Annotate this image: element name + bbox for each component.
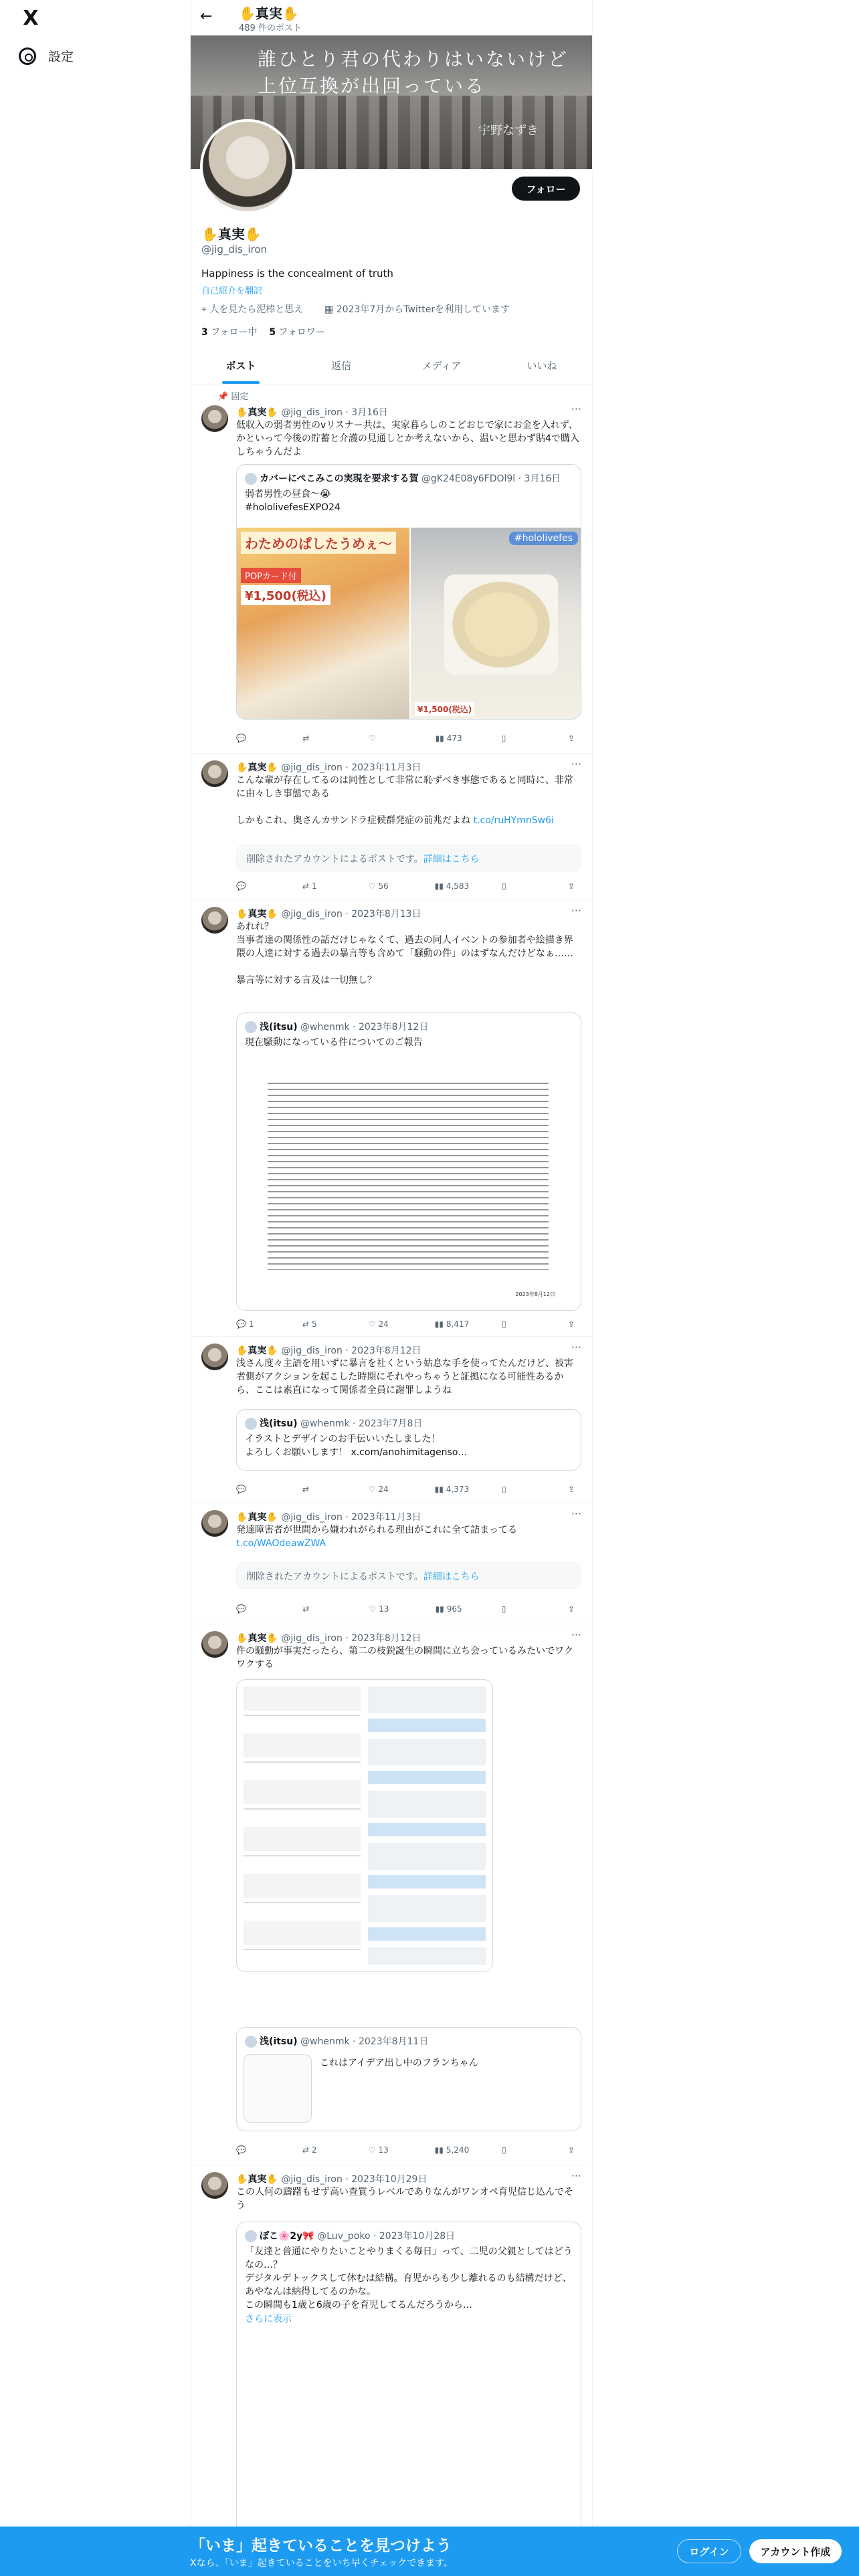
views-count: 8,417 — [446, 1319, 470, 1329]
profile-location — [201, 302, 303, 316]
tweet-handle[interactable]: @jig_dis_iron — [281, 762, 343, 773]
quote-avatar — [245, 2230, 257, 2242]
retweet-button[interactable] — [302, 732, 336, 745]
bookmark-icon: ▯ — [502, 1319, 506, 1329]
document-date: 2023年8月12日 — [515, 1291, 555, 1297]
chat-left-panel — [244, 1687, 361, 1965]
profile-tabs — [191, 348, 592, 385]
share-button[interactable] — [568, 732, 581, 745]
quote-author-name: ぽこ🌸2y🎀 — [260, 2231, 314, 2242]
reply-button[interactable] — [236, 1317, 270, 1331]
share-button[interactable] — [568, 879, 581, 893]
tweet-link[interactable]: t.co/WAOdeawZWA — [236, 1538, 326, 1549]
views-icon: ▮▮ — [434, 1485, 444, 1494]
tweet-date[interactable]: 2023年11月3日 — [351, 1512, 421, 1523]
banner-text-line1: 誰ひとり君の代わりはいないけど — [258, 48, 569, 70]
more-options-icon[interactable]: ··· — [571, 403, 581, 415]
quote-author-name: 浅(itsu) — [260, 1022, 298, 1033]
tweet-date[interactable]: 2023年8月12日 — [351, 1346, 421, 1356]
tweet-date[interactable]: 2023年10月29日 — [351, 2174, 427, 2185]
nav-settings[interactable] — [19, 47, 74, 65]
profile-joined — [324, 302, 510, 316]
like-button[interactable] — [369, 1483, 402, 1496]
views-count: 5,240 — [446, 2145, 470, 2155]
retweet-icon: ⇄ — [302, 1604, 310, 1614]
bookmark-button[interactable] — [502, 732, 535, 745]
more-options-icon[interactable]: ··· — [571, 1341, 581, 1354]
image-text-price: ¥1,500(税込) — [241, 585, 330, 605]
tweet-handle[interactable]: @jig_dis_iron — [281, 1633, 343, 1644]
image-text-price-2: ¥1,500(税込) — [415, 702, 474, 716]
reply-button[interactable] — [236, 1602, 270, 1616]
tweet-avatar[interactable] — [201, 1344, 228, 1370]
profile-display-name: ✋真実✋ — [201, 226, 262, 242]
tweet-header: ✋真実✋ @jig_dis_iron · 2023年10月29日 — [236, 2174, 427, 2185]
more-options-icon[interactable]: ··· — [571, 1507, 581, 1520]
retweet-count: 1 — [311, 881, 317, 891]
tweet-actions — [236, 879, 581, 893]
bookmark-icon: ▯ — [502, 1485, 506, 1494]
tweet-author-name[interactable]: ✋真実✋ — [236, 909, 278, 920]
retweet-icon: ⇄ — [302, 881, 309, 891]
followers-count: 5 — [269, 327, 276, 338]
tweet-avatar[interactable] — [201, 1631, 228, 1658]
learn-more-link[interactable]: 詳細はこちら — [423, 854, 480, 865]
tab-replies[interactable]: 返信 — [330, 360, 351, 372]
deleted-notice-text: 削除されたアカウントによるポストです。 — [246, 1572, 423, 1582]
tweet-text: あれれ？ 当事者達の関係性の話だけじゃなくて、過去の同人イベントの参加者や絵描き界隈の人達に対する過去の暴言等も含めて「騒動の件」のはずなんだけどなぁ…… 暴言等に対する言及は一切無し？ — [236, 922, 573, 986]
tweet-text-body: 発達障害者が世間から嫌われがられる理由がこれに全て詰まってる — [236, 1525, 517, 1535]
tweet-text: この人何の躊躇もせず高い查質うレベルでありなんがワンオペ育児信じ込んでそう — [236, 2187, 573, 2211]
quote-header: 浅(itsu) @whenmk · 2023年8月11日 — [245, 2034, 428, 2048]
profile-handle: @jig_dis_iron — [201, 243, 268, 255]
like-button[interactable] — [369, 879, 402, 893]
quote-avatar — [245, 2036, 257, 2048]
reply-icon: 💬 — [236, 2145, 246, 2155]
tweet-5[interactable] — [191, 1624, 592, 2165]
pinned-label: 固定 — [231, 392, 249, 402]
gear-icon — [19, 47, 36, 65]
share-icon: ⇪ — [567, 881, 575, 891]
tweet-6[interactable] — [191, 2165, 592, 2527]
quote-text: 現在騒動になっている件についてのご報告 — [245, 1037, 423, 1048]
views-icon: ▮▮ — [434, 2145, 444, 2155]
tweet-handle[interactable]: @jig_dis_iron — [281, 2174, 343, 2185]
views-button[interactable] — [435, 879, 470, 893]
reply-button[interactable] — [236, 879, 270, 893]
quote-text: イラストとデザインのお手伝いいたしました！ よろしくお願いします！ x.com/anohimitagenso… — [245, 1434, 468, 1458]
translate-bio-link[interactable]: 自己紹介を翻訳 — [201, 286, 263, 296]
quote-tweet[interactable] — [236, 1409, 581, 1471]
heart-icon: ♡ — [368, 1485, 376, 1494]
retweet-button[interactable] — [302, 1317, 336, 1331]
topbar-profile-name: ✋真実✋ — [239, 5, 299, 21]
quote-handle: @whenmk — [300, 1418, 350, 1429]
quote-date: 2023年8月12日 — [358, 1022, 429, 1033]
tweet-3[interactable] — [191, 1337, 592, 1503]
login-button[interactable]: ログイン — [677, 2539, 741, 2563]
heart-icon: ♡ — [369, 734, 377, 743]
share-icon: ⇪ — [567, 2145, 575, 2155]
retweet-count: 2 — [311, 2145, 317, 2155]
quote-handle: @Luv_poko — [317, 2231, 371, 2242]
quote-author-name: カバーにぺこみこの実現を要求する賀 — [260, 473, 419, 484]
image-text-hashtag: #hololivefes — [509, 532, 578, 545]
reply-icon: 💬 — [236, 1604, 246, 1614]
document-text-lines — [268, 1083, 549, 1270]
more-options-icon[interactable]: ··· — [571, 904, 581, 917]
bookmark-button[interactable] — [502, 2143, 535, 2157]
tab-posts[interactable]: ポスト — [191, 348, 291, 384]
quote-text: これはアイデア出し中のフランちゃん — [320, 2058, 478, 2068]
reply-button[interactable] — [236, 732, 270, 745]
more-options-icon[interactable]: ··· — [571, 758, 581, 770]
follow-counts — [201, 325, 325, 338]
quote-tweet[interactable] — [236, 464, 581, 720]
share-button[interactable] — [568, 1317, 581, 1331]
tweet-text: 浅さん度々主語を用いずに暴言を社くという姑息な手を使ってたんだけど、被害者側がアクションを起こした時期にそれやっちゃうと証拠になる可能性あるから、ここは素直になって関係者全員に謝罪しようね — [236, 1358, 573, 1396]
quote-avatar — [245, 1021, 257, 1033]
views-count: 4,373 — [446, 1485, 470, 1494]
nav-settings-label: 設定 — [48, 49, 74, 64]
tweet-4[interactable] — [191, 1503, 592, 1624]
like-button[interactable] — [369, 732, 402, 745]
deleted-quote-notice — [236, 1562, 581, 1589]
location-text: 人を見たら泥棒と思え — [209, 304, 304, 315]
share-button[interactable] — [568, 1483, 581, 1496]
show-more-link[interactable]: さらに表示 — [245, 2314, 292, 2325]
profile-avatar[interactable] — [200, 119, 295, 214]
tweet-handle[interactable]: @jig_dis_iron — [281, 1346, 343, 1356]
tweet-handle[interactable]: @jig_dis_iron — [281, 909, 343, 920]
chat-right-panel — [368, 1687, 486, 1965]
reply-icon: 💬 — [236, 1319, 246, 1329]
reply-icon: 💬 — [236, 1485, 246, 1494]
tweet-author-name[interactable]: ✋真実✋ — [236, 1512, 278, 1523]
like-count: 24 — [378, 1485, 389, 1494]
like-count: 13 — [378, 2145, 389, 2155]
statement-document-image[interactable] — [237, 1056, 581, 1311]
tweet-date[interactable]: 2023年8月13日 — [351, 909, 421, 920]
location-pin-icon: ⌖ — [201, 304, 210, 315]
tweet-avatar[interactable] — [201, 1510, 228, 1537]
views-count: 473 — [446, 734, 462, 743]
following-count: 3 — [201, 327, 208, 338]
profile-topbar — [191, 0, 592, 35]
heart-icon: ♡ — [368, 881, 376, 891]
heart-icon: ♡ — [369, 1604, 377, 1614]
calendar-icon: ▦ — [324, 304, 337, 315]
quote-image-left[interactable] — [237, 528, 409, 720]
tweet-text — [236, 1523, 581, 1550]
share-icon: ⇪ — [567, 1604, 575, 1614]
tweet-header: ✋真実✋ @jig_dis_iron · 2023年11月3日 — [236, 762, 421, 773]
quote-date: 2023年10月28日 — [379, 2231, 456, 2242]
share-icon: ⇪ — [567, 1485, 575, 1494]
quote-tweet[interactable] — [236, 2027, 581, 2131]
quote-handle: @gK24E08y6FDOl9l — [421, 473, 516, 484]
tweet-author-name[interactable]: ✋真実✋ — [236, 1633, 278, 1644]
tweet-text-body: こんな輩が存在してるのは同性として非常に恥ずべき事態であると同時に、非常に由々しき事態である しかもこれ、奥さんカサンドラ症候群発症の前兆だよね — [236, 775, 573, 826]
reply-icon: 💬 — [236, 734, 246, 743]
bookmark-button[interactable] — [502, 879, 535, 893]
retweet-icon: ⇄ — [302, 734, 310, 743]
quote-header: 浅(itsu) @whenmk · 2023年7月8日 — [245, 1416, 422, 1430]
quote-thumbnail[interactable] — [244, 2054, 312, 2123]
retweet-button[interactable] — [302, 2143, 336, 2157]
tweet-header: ✋真実✋ @jig_dis_iron · 2023年8月13日 — [236, 909, 421, 920]
tweet-header: ✋真実✋ @jig_dis_iron · 2023年11月3日 — [236, 1512, 421, 1523]
bookmark-icon: ▯ — [502, 881, 506, 891]
following-link[interactable] — [201, 327, 258, 338]
banner-signature: 宇野なずき — [478, 124, 539, 138]
retweet-icon: ⇄ — [302, 2145, 309, 2155]
tweet-avatar[interactable] — [201, 907, 228, 934]
tweet-text — [236, 774, 581, 827]
share-button[interactable] — [568, 2143, 581, 2157]
quote-author-name: 浅(itsu) — [260, 2036, 298, 2047]
quote-date: 3月16日 — [524, 473, 561, 484]
pin-icon: 📌 — [217, 392, 231, 402]
tweet-date[interactable]: 2023年8月12日 — [351, 1633, 421, 1644]
bookmark-button[interactable] — [502, 1483, 535, 1496]
noodle-bowl-image — [444, 574, 558, 675]
reply-icon: 💬 — [236, 881, 246, 891]
share-icon: ⇪ — [567, 1319, 575, 1329]
tweet-header: ✋真実✋ @jig_dis_iron · 3月16日 — [236, 407, 388, 418]
tweet-2[interactable] — [191, 900, 592, 1337]
views-button[interactable] — [435, 1317, 470, 1331]
heart-icon: ♡ — [368, 1319, 376, 1329]
tweet-0[interactable] — [191, 399, 592, 754]
tweet-handle[interactable]: @jig_dis_iron — [281, 407, 343, 418]
quote-header: カバーにぺこみこの実現を要求する賀 @gK24E08y6FDOl9l · 3月16日 — [245, 471, 561, 485]
tweet-text: 件の騒動が事実だったら、第二の枝鋭誕生の瞬間に立ち会っているみたいでワクワクする — [236, 1646, 573, 1670]
bottom-signup-bar — [0, 2527, 859, 2576]
retweet-button[interactable] — [302, 879, 336, 893]
more-options-icon[interactable]: ··· — [571, 2169, 581, 2182]
like-button[interactable] — [369, 1602, 402, 1616]
tweet-text: 低収入の弱者男性のvリスナー共は、実家暮らしのこどおじで家にお金を入れず、かといって今後の貯蓄と介護の見通しとか考えないから、温いと思わず貼4で購入しちゃうんだよ — [236, 420, 579, 457]
signup-button[interactable]: アカウント作成 — [749, 2539, 842, 2563]
tweet-link[interactable]: t.co/ruHYmnSw6i — [473, 815, 554, 826]
reply-button[interactable] — [236, 1483, 270, 1496]
tweet-author-name[interactable]: ✋真実✋ — [236, 1346, 278, 1356]
heart-icon: ♡ — [368, 2145, 376, 2155]
topbar-post-count: 489 件のポスト — [239, 23, 302, 33]
views-count: 4,583 — [446, 881, 470, 891]
share-button[interactable] — [568, 1602, 581, 1616]
bookmark-icon: ▯ — [502, 2145, 506, 2155]
tweet-actions — [236, 732, 581, 745]
bookmark-button[interactable] — [502, 1317, 535, 1331]
quote-image-right[interactable] — [411, 528, 581, 720]
quote-tweet[interactable] — [236, 1012, 581, 1311]
views-count: 965 — [446, 1604, 462, 1614]
quote-header: ぽこ🌸2y🎀 @Luv_poko · 2023年10月28日 — [245, 2229, 455, 2242]
main-column — [190, 0, 593, 2576]
follow-button[interactable]: フォロー — [512, 177, 580, 201]
tweet-actions — [236, 1317, 581, 1331]
quote-handle: @whenmk — [300, 2036, 350, 2047]
bottom-bar-subtitle: Xなら、「いま」起きていることをいち早くチェックできます。 — [190, 2558, 454, 2569]
quote-handle: @whenmk — [300, 1022, 350, 1033]
like-count: 56 — [378, 881, 389, 891]
tweet-header: ✋真実✋ @jig_dis_iron · 2023年8月12日 — [236, 1346, 421, 1356]
tweet-avatar[interactable] — [201, 2172, 228, 2199]
like-button[interactable] — [369, 1317, 402, 1331]
tweet-handle[interactable]: @jig_dis_iron — [281, 1512, 343, 1523]
quote-avatar — [245, 1418, 257, 1430]
tab-likes[interactable]: いいね — [527, 360, 557, 372]
quote-header: 浅(itsu) @whenmk · 2023年8月12日 — [245, 1020, 428, 1033]
retweet-icon: ⇄ — [302, 1319, 309, 1329]
tweet-author-name[interactable]: ✋真実✋ — [236, 762, 278, 773]
views-button[interactable] — [435, 2143, 470, 2157]
quote-text: 弱者男性の昼食〜😭 #hololivefesEXPO24 — [245, 489, 341, 513]
more-options-icon[interactable]: ··· — [571, 1628, 581, 1641]
image-text-popcard: POPカード付 — [241, 568, 301, 583]
quote-author-name: 浅(itsu) — [260, 1418, 298, 1429]
tweet-1[interactable] — [191, 754, 592, 900]
back-arrow-icon[interactable]: ← — [200, 8, 213, 25]
tweet-actions — [236, 1483, 581, 1496]
reply-count: 1 — [248, 1319, 254, 1329]
views-icon: ▮▮ — [434, 1319, 444, 1329]
like-count: 24 — [378, 1319, 389, 1329]
reply-button[interactable] — [236, 2143, 270, 2157]
retweet-button[interactable] — [302, 1483, 336, 1496]
views-button[interactable] — [435, 1483, 470, 1496]
views-icon: ▮▮ — [435, 1604, 444, 1614]
followers-label: フォロワー — [278, 327, 325, 338]
tweet-avatar[interactable] — [201, 760, 228, 787]
learn-more-link[interactable]: 詳細はこちら — [423, 1572, 480, 1582]
image-text-title: わためのぱしたうめぇ〜 — [241, 532, 396, 554]
bottom-bar-title: 「いま」起きていることを見つけよう — [190, 2537, 452, 2555]
retweet-button[interactable] — [302, 1602, 336, 1616]
tab-media[interactable]: メディア — [421, 360, 462, 372]
deleted-quote-notice — [236, 845, 581, 871]
views-icon: ▮▮ — [435, 734, 444, 743]
like-count: 13 — [379, 1604, 389, 1614]
tweet-header: ✋真実✋ @jig_dis_iron · 2023年8月12日 — [236, 1633, 421, 1644]
quote-tweet[interactable] — [236, 2222, 581, 2527]
views-button[interactable] — [436, 732, 469, 745]
tweet-date[interactable]: 2023年11月3日 — [351, 762, 421, 773]
like-button[interactable] — [369, 2143, 402, 2157]
retweet-icon: ⇄ — [302, 1485, 309, 1494]
bookmark-icon: ▯ — [501, 734, 506, 743]
tweet-avatar[interactable] — [201, 405, 228, 432]
quote-text: 「友達と普通にやりたいことやりまくる毎日」って、二児の父親としてはどうなの…？ デジタルデトックスして休むは結構。育児からも少し離れるのも結構だけど、あやなんは納得してるのかな。 この瞬間も1歳と6歳の子を育児してるんだろうから… — [245, 2246, 573, 2311]
profile-bio: Happiness is the concealment of truth — [201, 267, 393, 280]
tweet-author-name[interactable]: ✋真実✋ — [236, 2174, 278, 2185]
tweet-actions — [236, 1602, 581, 1616]
x-logo-icon[interactable]: X — [23, 7, 39, 30]
quote-date: 2023年8月11日 — [358, 2036, 429, 2047]
views-icon: ▮▮ — [434, 881, 444, 891]
views-button[interactable] — [436, 1602, 469, 1616]
deleted-notice-text: 削除されたアカウントによるポストです。 — [246, 854, 423, 865]
tweet-actions — [236, 2143, 581, 2157]
tweet-author-name[interactable]: ✋真実✋ — [236, 407, 278, 418]
following-label: フォロー中 — [211, 327, 258, 338]
tweet-date[interactable]: 3月16日 — [351, 407, 388, 418]
retweet-count: 5 — [311, 1319, 317, 1329]
chat-screenshot-image[interactable] — [236, 1679, 493, 1972]
quote-avatar — [245, 473, 257, 485]
share-icon: ⇪ — [567, 734, 575, 743]
banner-text-line2: 上位互換が出回っている — [258, 75, 486, 97]
followers-link[interactable] — [269, 327, 325, 338]
joined-text: 2023年7月からTwitterを利用しています — [336, 304, 510, 315]
quote-date: 2023年7月8日 — [358, 1418, 423, 1429]
bookmark-icon: ▯ — [501, 1604, 506, 1614]
bookmark-button[interactable] — [502, 1602, 535, 1616]
